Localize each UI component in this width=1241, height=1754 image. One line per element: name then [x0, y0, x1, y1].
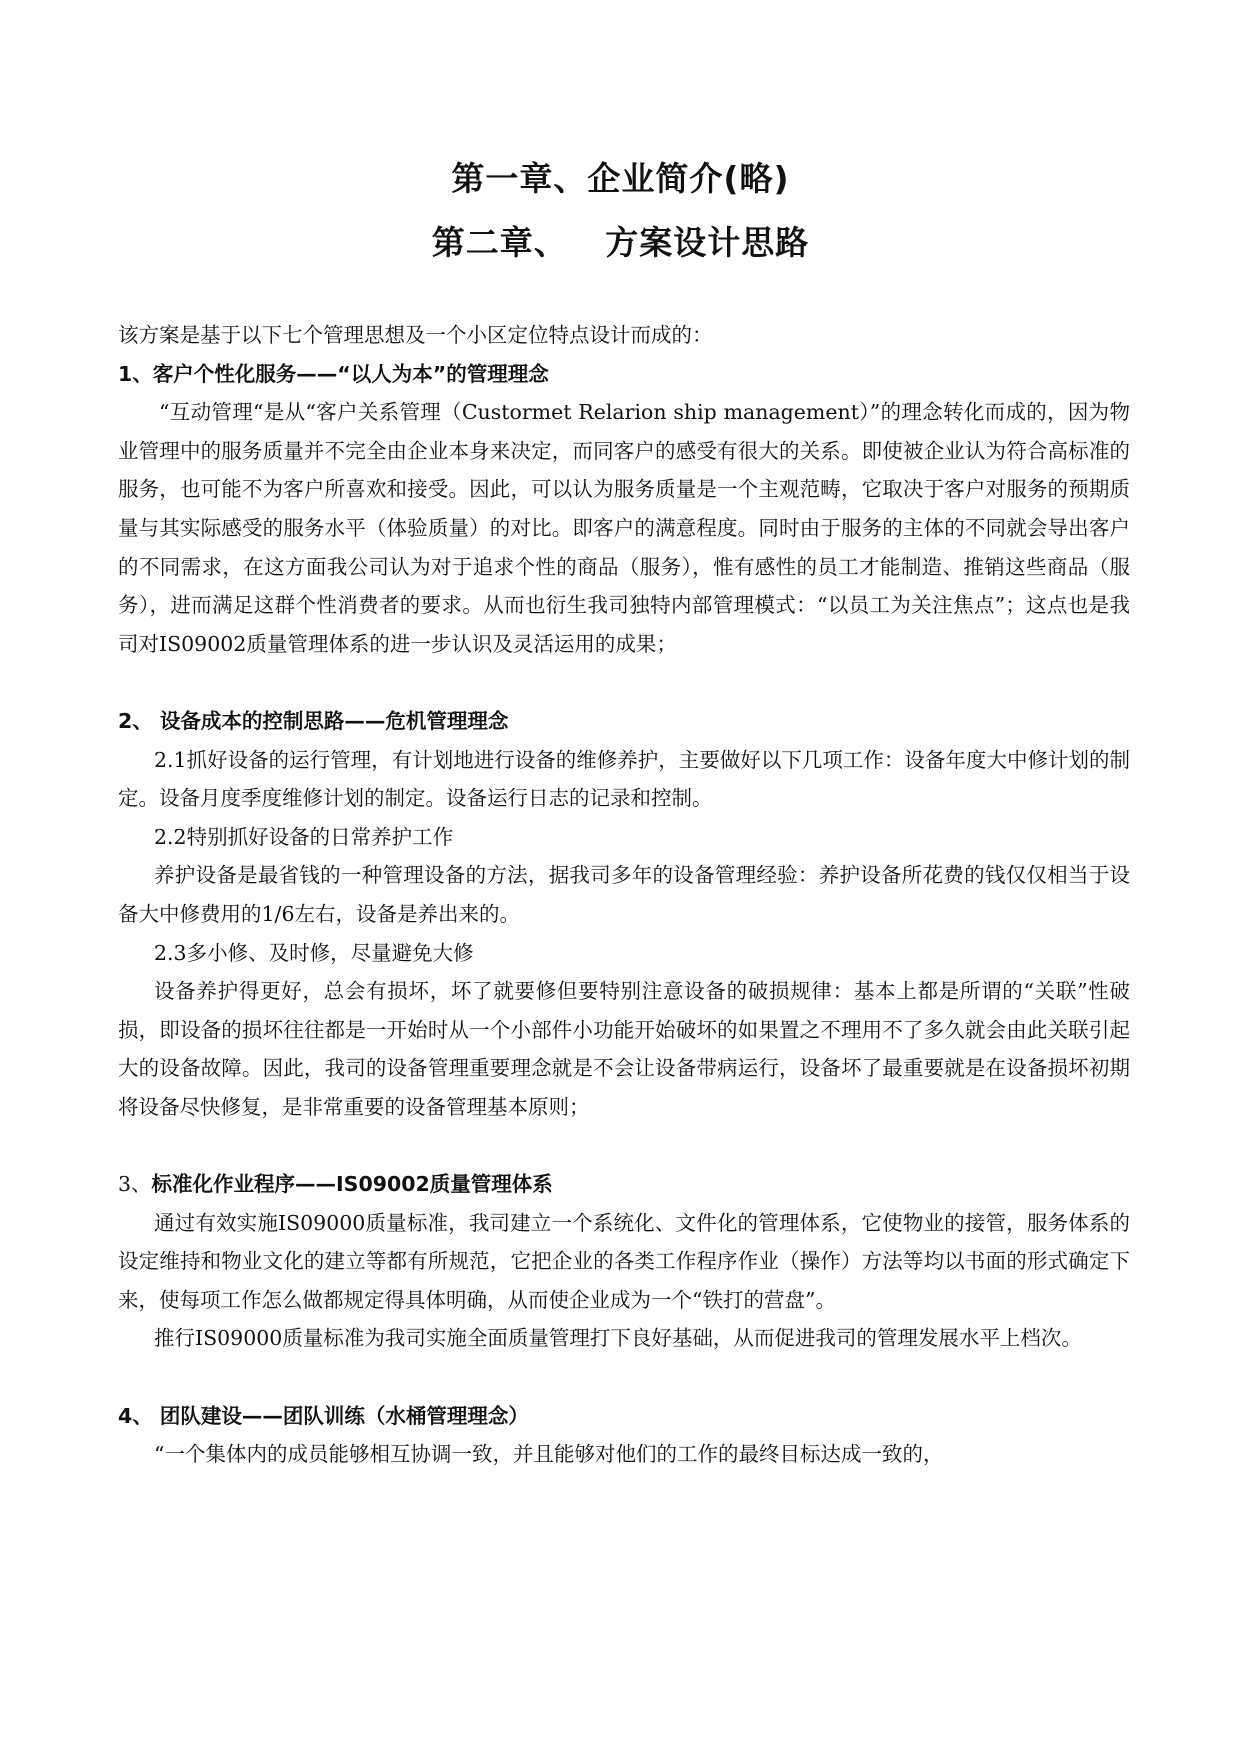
intro-paragraph: 该方案是基于以下七个管理思想及一个小区定位特点设计而成的： [118, 323, 713, 347]
chapter-2-title: 第二章、 方案设计思路 [431, 223, 810, 262]
section-2-paragraph-5: 设备养护得更好，总会有损坏，坏了就要修但要特别注意设备的破损规律：基本上都是所谓的“关联”性破损，即设备的损坏往往都是一开始时从一个小部件小功能开始破坏的如果置之不理用不了多久就会由此关联引起大的设备故障。因此，我司的设备管理重要理念就是不会让设备带病运行，设备坏了最重要就是在设备损坏初期将设备尽快修复，是非常重要的设备管理基本原则； [118, 979, 1130, 1119]
section-3-paragraph-2: 推行IS09000质量标准为我司实施全面质量管理打下良好基础，从而促进我司的管理发展水平上档次。 [154, 1326, 1082, 1351]
spacer [118, 663, 1130, 702]
section-3-heading [118, 1165, 1130, 1204]
document-body [118, 316, 1130, 1474]
spacer [118, 1358, 1130, 1397]
section-3-heading-number: 3、 [118, 1172, 152, 1197]
section-3-paragraph-1: 通过有效实施IS09000质量标准，我司建立一个系统化、文件化的管理体系，它使物业的接管，服务体系的设定维持和物业文化的建立等都有所规范，它把企业的各类工作程序作业（操作）方法等均以书面的形式确定下来，使每项工作怎么做都规定得具体明确，从而使企业成为一个“铁打的营盘”。 [118, 1210, 1130, 1312]
section-1-heading: 1、客户个性化服务——“以人为本”的管理理念 [118, 361, 549, 386]
section-2-paragraph-4: 2.3多小修、及时修，尽量避免大修 [154, 940, 474, 965]
section-2-paragraph-1: 2.1抓好设备的运行管理，有计划地进行设备的维修养护，主要做好以下几项工作：设备年度大中修计划的制定。设备月度季度维修计划的制定。设备运行日志的记录和控制。 [118, 747, 1130, 811]
spacer [118, 1126, 1130, 1165]
chapter-1-title: 第一章、企业简介(略) [451, 159, 790, 198]
section-2-heading: 2、 设备成本的控制思路——危机管理理念 [118, 708, 509, 733]
section-3-heading-text: 标准化作业程序——IS09002质量管理体系 [151, 1172, 553, 1197]
section-4-paragraph-1: “一个集体内的成员能够相互协调一致，并且能够对他们的工作的最终目标达成一致的， [154, 1442, 944, 1467]
section-1-paragraph-1: “互动管理“是从“客户关系管理（Custormet Relarion ship management）”的理念转化而成的，因为物业管理中的服务质量并不完全由企业本身来决定，而同客户的感受有很大的关系。即使被企业认为符合高标准的服务，也可能不为客户所喜欢和接受。因此，可以认为服务质量是一个主观范畴，它取决于客户对服务的预期质量与其实际感受的服务水平（体验质量）的对比。即客户的满意程度。同时由于服务的主体的不同就会导出客户的不同需求，在这方面我公司认为对于追求个性的商品（服务），惟有感性的员工才能制造、推销这些商品（服务），进而满足这群个性消费者的要求。从而也衍生我司独特内部管理模式：“以员工为关注焦点”；这点也是我司对IS09002质量管理体系的进一步认识及灵活运用的成果； [118, 400, 1130, 656]
section-2-paragraph-3: 养护设备是最省钱的一种管理设备的方法，据我司多年的设备管理经验：养护设备所花费的钱仅仅相当于设备大中修费用的1/6左右，设备是养出来的。 [118, 863, 1130, 926]
section-2-paragraph-2: 2.2特别抓好设备的日常养护工作 [154, 824, 454, 849]
section-4-heading: 4、 团队建设——团队训练（水桶管理理念） [118, 1403, 529, 1428]
